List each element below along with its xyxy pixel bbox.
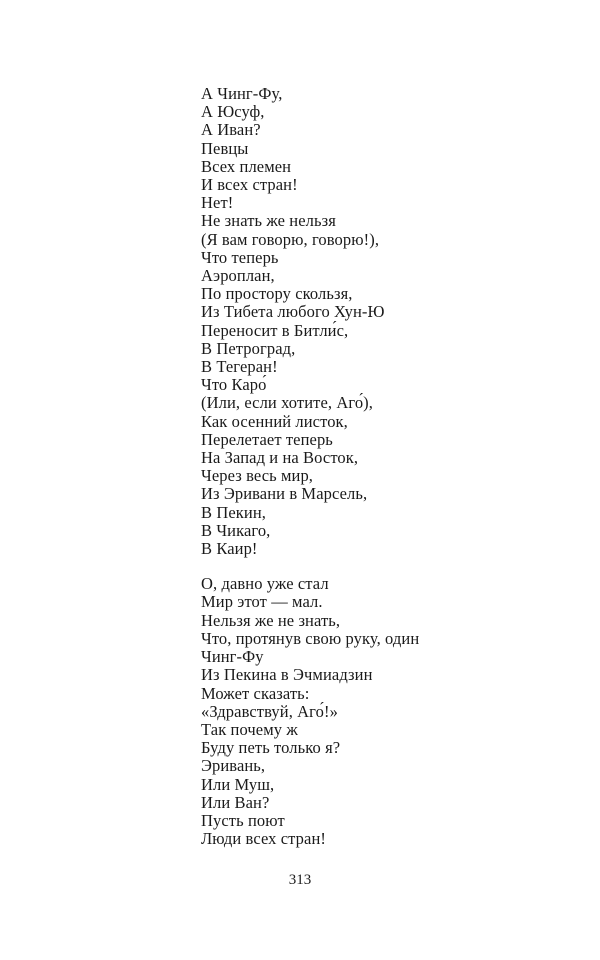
poem-line: Или Муш, bbox=[201, 774, 275, 794]
poem-line: Мир этот — мал. bbox=[201, 592, 323, 612]
poem-line: Что Каро́ bbox=[201, 375, 267, 395]
poem-line: В Петроград, bbox=[201, 338, 296, 358]
poem-line: Чинг-Фу bbox=[201, 647, 264, 667]
poem-line: Эривань, bbox=[201, 756, 266, 776]
poem-line: Из Эривани в Марсель, bbox=[201, 484, 368, 504]
poem-line: И всех стран! bbox=[201, 175, 298, 195]
poem-line: Всех племен bbox=[201, 156, 292, 176]
poem-line: В Тегеран! bbox=[201, 357, 278, 377]
poem-line: Что теперь bbox=[201, 247, 279, 267]
poem-line: О, давно уже стал bbox=[201, 574, 329, 594]
poem-line: Нет! bbox=[201, 193, 234, 213]
poem-line: Не знать же нельзя bbox=[201, 211, 336, 231]
poem-line: Через весь мир, bbox=[201, 466, 314, 486]
poem-line: Люди всех стран! bbox=[201, 829, 326, 849]
page-number: 313 bbox=[288, 872, 312, 888]
poem-line: Может сказать: bbox=[201, 683, 310, 703]
poem-line: (Или, если хотите, Аго́), bbox=[201, 393, 373, 413]
poem-line: В Каир! bbox=[201, 539, 258, 559]
poem-line: Что, протянув свою руку, один bbox=[201, 628, 420, 648]
poem-line: Аэроплан, bbox=[201, 266, 275, 286]
stanza-1 bbox=[201, 85, 561, 558]
poem-line: Певцы bbox=[201, 138, 249, 158]
poem-line: Пусть поют bbox=[201, 810, 285, 830]
poem-line: Или Ван? bbox=[201, 792, 270, 812]
poem-line: (Я вам говорю, говорю!), bbox=[201, 229, 380, 249]
poem-line: А Иван? bbox=[201, 120, 261, 140]
stanza-break bbox=[201, 558, 561, 575]
poem-line: В Пекин, bbox=[201, 502, 266, 522]
poem-line: Из Пекина в Эчмиадзин bbox=[201, 665, 373, 685]
poem-line: Буду петь только я? bbox=[201, 738, 341, 758]
poem-line: А Юсуф, bbox=[201, 102, 265, 122]
stanza-2 bbox=[201, 575, 561, 848]
poem-line: Из Тибета любого Хун-Ю bbox=[201, 302, 385, 322]
poem-line: А Чинг-Фу, bbox=[201, 84, 283, 103]
poem-line: В Чикаго, bbox=[201, 520, 271, 540]
poem-text bbox=[201, 85, 561, 848]
poem-line: Нельзя же не знать, bbox=[201, 610, 341, 630]
poem-line: На Запад и на Восток, bbox=[201, 448, 359, 468]
poem-line: Перелетает теперь bbox=[201, 429, 333, 449]
poem-line: Переносит в Битли́с, bbox=[201, 320, 349, 340]
poem-line: По простору скользя, bbox=[201, 284, 353, 304]
poem-line: Как осенний листок, bbox=[201, 411, 348, 431]
poem-line: Так почему ж bbox=[201, 719, 298, 739]
poem-line: «Здравствуй, Аго́!» bbox=[201, 701, 338, 721]
